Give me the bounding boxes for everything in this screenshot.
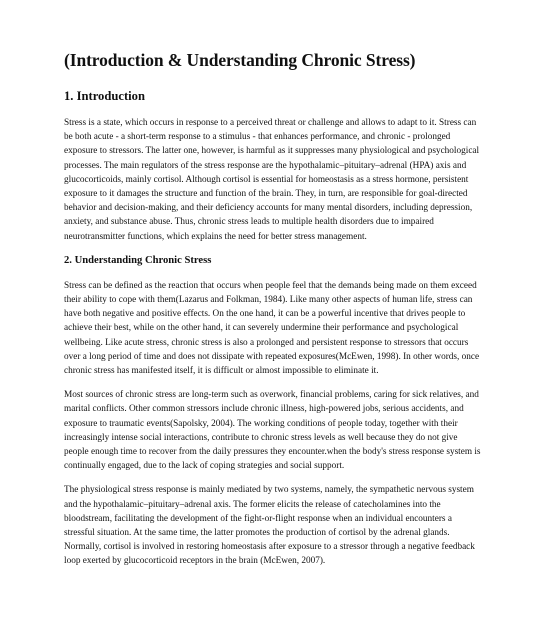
section-heading-introduction: 1. Introduction	[64, 89, 145, 103]
document-title: (Introduction & Understanding Chronic Stress)	[64, 50, 416, 70]
section-heading-understanding-chronic-stress: 2. Understanding Chronic Stress	[64, 254, 212, 266]
chronic-stress-paragraph-2: Most sources of chronic stress are long-term such as overwork, financial problems, caring for sick relatives, and marital conflicts. Other common stressors include chronic illness, high-powered jobs, serious accidents, and exposure to traumatic events(Sapolsky, 2004). The working conditions of people today, together with their increasingly intense social interactions, contribute to chronic stress levels as well because they do not give people enough time to recover from the daily pressures they encounter.when the body's stress response system is continually engaged, due to the lack of coping strategies and social support.	[64, 390, 481, 472]
introduction-paragraph: Stress is a state, which occurs in response to a perceived threat or challenge and allows to adapt to it. Stress can be both acute - a short-term response to a stimulus - that enhances performance, and chronic - prolonged exposure to stressors. The latter one, however, is harmful as it suppresses many physiological and psychological processes. The main regulators of the stress response are the hypothalamic–pituitary–adrenal (HPA) axis and glucocorticoids, mainly cortisol. Although cortisol is essential for homeostasis as a stress hormone, persistent exposure to it damages the structure and function of the brain. They, in turn, are responsible for goal-directed behavior and decision-making, and their deficiency accounts for many mental disorders, including depression, anxiety, and substance abuse. Thus, chronic stress leads to multiple health disorders due to impaired neurotransmitter functions, which explains the need for better stress management.	[64, 118, 480, 242]
chronic-stress-paragraph-3: The physiological stress response is mainly mediated by two systems, namely, the sympathetic nervous system and the hypothalamic–pituitary–adrenal axis. The former elicits the release of catecholamines into the bloodstream, facilitating the development of the fight-or-flight response when an individual encounters a stressful situation. At the same time, the latter promotes the production of cortisol by the adrenal glands. Normally, cortisol is involved in restoring homeostasis after exposure to a stressor through a negative feedback loop exerted by glucocorticoid receptors in the brain (McEwen, 2007).	[64, 485, 475, 567]
chronic-stress-paragraph-1: Stress can be defined as the reaction that occurs when people feel that the demands being made on them exceed their ability to cope with them(Lazarus and Folkman, 1984). Like many other aspects of human life, stress can have both negative and positive effects. On the one hand, it can be a powerful incentive that drives people to achieve their best, while on the other hand, it can severely undermine their performance and psychological wellbeing. Like acute stress, chronic stress is also a prolonged and persistent response to stressors that occurs over a long period of time and does not dissipate with repeated exposures(McEwen, 1998). In other words, once chronic stress has manifested itself, it is difficult or almost impossible to eliminate it.	[64, 280, 480, 377]
